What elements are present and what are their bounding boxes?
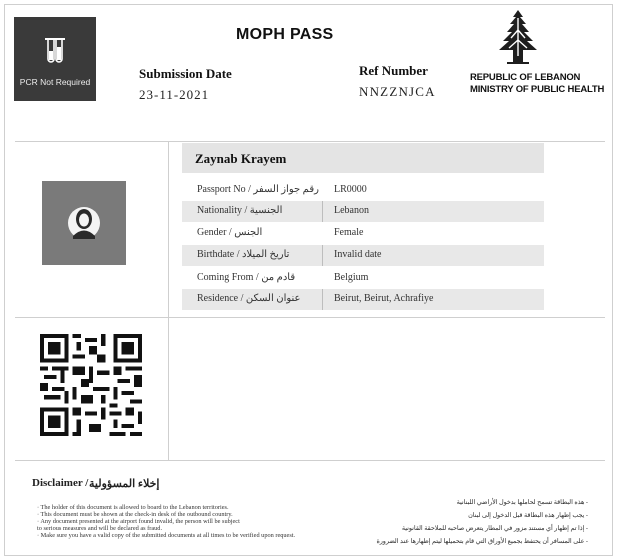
- disclaimer-arabic: [376, 496, 588, 548]
- field-row-passport: [182, 180, 544, 201]
- field-row-birthdate: [182, 245, 544, 266]
- disclaimer-title: Disclaimer /: [32, 477, 89, 489]
- ministry-line-2: MINISTRY OF PUBLIC HEALTH: [470, 84, 605, 95]
- document-title: MOPH PASS: [236, 26, 334, 43]
- field-divider: [322, 289, 323, 310]
- person-avatar-icon: [67, 203, 101, 243]
- disclaimer-line: to serious measures and will be declared as fraud.: [37, 525, 163, 532]
- residence-value: Beirut, Beirut, Achrafiye: [334, 293, 434, 304]
- holder-name: Zaynab Krayem: [195, 151, 287, 166]
- disclaimer-line-arabic: - على المسافر أن يحتفظ بجميع الأوراق التي قام بتحميلها ليتم إظهارها عند الضرورة: [376, 538, 588, 545]
- disclaimer-title-arabic: إخلاء المسؤولية: [89, 478, 160, 490]
- disclaimer-line: · The holder of this document is allowed to board to the Lebanon territories.: [37, 504, 229, 511]
- passport-value: LR0000: [334, 184, 367, 195]
- divider-middle: [15, 317, 605, 318]
- coming-from-value: Belgium: [334, 272, 369, 283]
- residence-label: Residence / عنوان السكن: [197, 293, 301, 304]
- disclaimer-line: · This document must be shown at the check-in desk of the outbound country.: [37, 511, 233, 518]
- field-row-residence: [182, 289, 544, 310]
- submission-date-value: 23-11-2021: [139, 87, 210, 102]
- birthdate-value: Invalid date: [334, 249, 382, 260]
- nationality-label: Nationality / الجنسية: [197, 205, 283, 216]
- field-row-gender: [182, 223, 544, 244]
- ministry-name: [470, 72, 604, 96]
- disclaimer-line-arabic: - هذه البطاقة تسمح لحاملها بدخول الأراضي اللبنانية: [456, 499, 588, 506]
- birthdate-label: Birthdate / تاريخ الميلاد: [197, 249, 290, 260]
- field-row-coming-from: [182, 268, 544, 289]
- field-divider: [322, 245, 323, 266]
- divider-bottom: [15, 460, 605, 461]
- coming-from-label: Coming From / قادم من: [197, 272, 296, 283]
- passport-label: Passport No / رقم جواز السفر: [197, 184, 319, 195]
- divider-vertical-lower: [168, 317, 169, 460]
- disclaimer-english: [37, 504, 295, 539]
- field-row-nationality: [182, 201, 544, 222]
- ref-number-value: NNZZNJCA: [359, 84, 436, 99]
- disclaimer-line-arabic: - إذا تم إظهار أي مستند مزور في المطار يتعرض صاحبه للملاحقة القانونية: [401, 525, 588, 532]
- disclaimer-line: · Any document presented at the airport found invalid, the person will be subject: [37, 518, 240, 525]
- disclaimer-line-arabic: - يجب إظهار هذه البطاقة قبل الدخول إلى لبنان: [468, 512, 588, 519]
- pcr-status-badge: [14, 17, 96, 101]
- pcr-status-text: PCR Not Required: [19, 77, 91, 87]
- test-tube-icon: [44, 37, 66, 67]
- divider-vertical-upper: [168, 141, 169, 317]
- submission-date-label: Submission Date: [139, 66, 232, 81]
- disclaimer-line: · Make sure you have a valid copy of the submitted documents at all times to be verified upon request.: [37, 532, 296, 539]
- divider-top: [15, 141, 605, 142]
- ministry-line-1: REPUBLIC OF LEBANON: [470, 72, 581, 83]
- nationality-value: Lebanon: [334, 205, 369, 216]
- holder-photo: [42, 181, 126, 265]
- cedar-logo-icon: [487, 8, 549, 66]
- ref-number-label: Ref Number: [359, 63, 428, 78]
- qr-code: [40, 334, 142, 436]
- gender-value: Female: [334, 227, 364, 238]
- gender-label: Gender / الجنس: [197, 227, 263, 238]
- field-divider: [322, 201, 323, 222]
